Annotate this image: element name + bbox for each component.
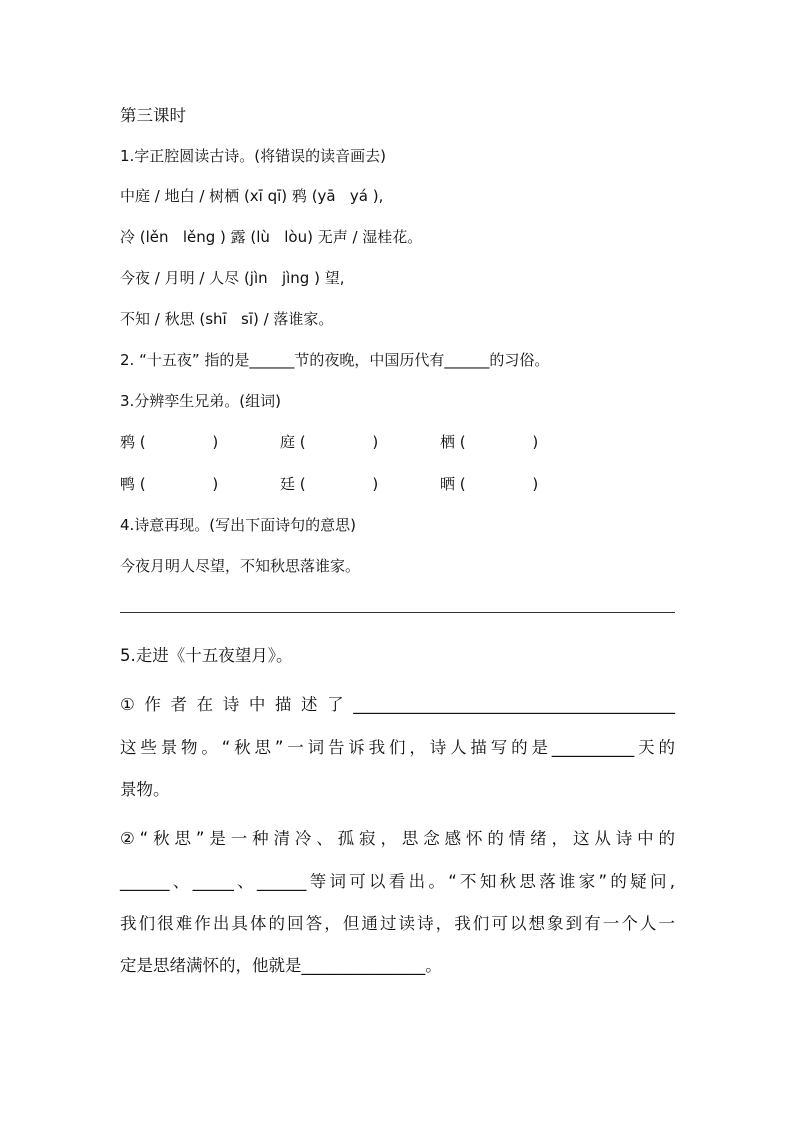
question-3-heading: 3.分辨孪生兄弟。(组词): [120, 392, 282, 410]
word-blank-shai[interactable]: 晒 ( ): [440, 475, 539, 493]
poem-line-1: 中庭 / 地白 / 树栖 (xī qī) 鸦 (yā yá ),: [120, 187, 384, 205]
q5-para2-line4: 定是思绪满怀的，他就是_______________。: [120, 956, 442, 975]
word-blank-qi[interactable]: 栖 ( ): [440, 433, 539, 451]
page-title: 第三课时: [120, 106, 186, 125]
poem-line-2: 冷 (lěn lěng ) 露 (lù lòu) 无声 / 湿桂花。: [120, 228, 423, 246]
word-blank-ting[interactable]: 庭 ( ): [280, 433, 379, 451]
poem-sentence: 今夜月明人尽望，不知秋思落谁家。: [120, 557, 361, 575]
q5-para1-line2: 这些景物。“秋思”一词告诉我们，诗人描写的是__________天的: [120, 738, 675, 757]
word-blank-ya-duck[interactable]: 鸭 ( ): [120, 475, 219, 493]
poem-line-3: 今夜 / 月明 / 人尽 (jìn jìng ) 望,: [120, 269, 345, 287]
q5-para2-line2: ______、_____、______等词可以看出。“不知秋思落谁家”的疑问,: [120, 872, 675, 891]
q5-para1-line3: 景物。: [120, 780, 170, 799]
q5-para2-line1: ②“秋思”是一种清冷、孤寂，思念感怀的情绪，这从诗中的: [120, 829, 675, 848]
poem-line-4: 不知 / 秋思 (shī sī) / 落谁家。: [120, 310, 334, 328]
word-blank-ya[interactable]: 鸦 ( ): [120, 433, 219, 451]
question-2: 2. “十五夜” 指的是______节的夜晚，中国历代有______的习俗。: [120, 351, 550, 369]
question-4-heading: 4.诗意再现。(写出下面诗句的意思): [120, 516, 357, 534]
q5-para2-line3: 我们很难作出具体的回答，但通过读诗，我们可以想象到有一个人一: [120, 914, 675, 933]
answer-line[interactable]: [120, 612, 675, 613]
word-blank-ting-court[interactable]: 廷 ( ): [280, 475, 379, 493]
q5-para1-line1: ①作者在诗中描述了_______________________________________: [120, 695, 675, 714]
question-1-heading: 1.字正腔圆读古诗。(将错误的读音画去): [120, 147, 387, 165]
question-5-heading: 5.走进《十五夜望月》。: [120, 646, 293, 665]
